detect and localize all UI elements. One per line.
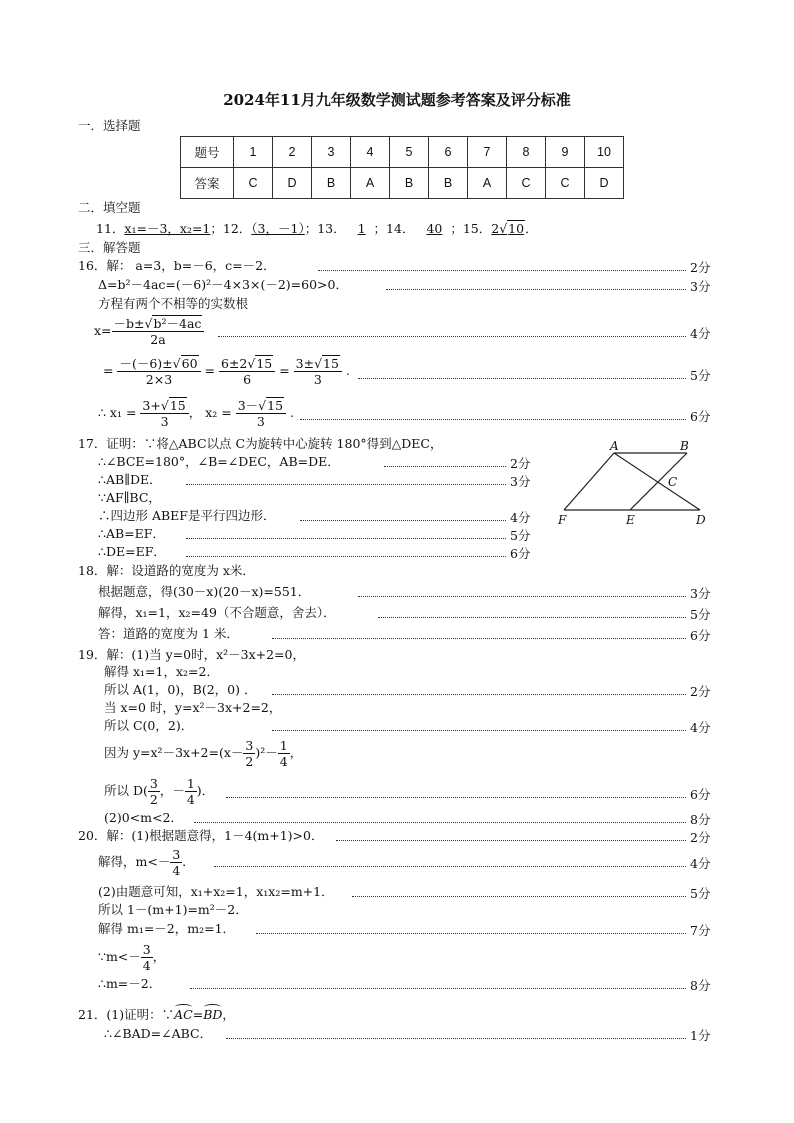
frac-radicand: 15 bbox=[267, 398, 284, 413]
score-label: 3分 bbox=[510, 474, 531, 489]
score-leader bbox=[300, 419, 686, 420]
q19-line1: 19．解：(1)当 y=0时，x²－3x+2=0， bbox=[78, 647, 305, 662]
frac-num: 1 bbox=[279, 738, 288, 753]
score-leader bbox=[318, 270, 686, 271]
score-label: 7分 bbox=[690, 923, 711, 938]
q16-line1: 16．解： a=3，b=－6，c=－2． bbox=[78, 258, 276, 273]
q18-line3: 解得，x₁=1，x₂=49（不合题意，舍去）． bbox=[98, 605, 336, 620]
score-label: 2分 bbox=[690, 684, 711, 699]
table-cell: 5 bbox=[390, 137, 429, 168]
point-label-b: B bbox=[680, 439, 689, 453]
frac-den: 2a bbox=[150, 332, 166, 347]
q20-line7: ∴m=－2． bbox=[98, 976, 162, 991]
q17-line2: ∴∠BCE=180°，∠B=∠DEC，AB=DE． bbox=[98, 454, 340, 469]
since-end: ， bbox=[152, 949, 166, 964]
score-label: 4分 bbox=[690, 720, 711, 735]
table-cell: B bbox=[429, 168, 468, 199]
score-leader bbox=[272, 638, 686, 639]
frac-radicand: 15 bbox=[256, 356, 273, 371]
eq-sign: = bbox=[103, 363, 114, 378]
frac-den: 2×3 bbox=[145, 372, 173, 387]
frac-den: 4 bbox=[186, 792, 195, 807]
q13-label: ；13． bbox=[304, 221, 346, 236]
vertex-end: )． bbox=[196, 783, 215, 798]
point-label-d: D bbox=[696, 513, 706, 527]
frac-num: 6±2 bbox=[220, 356, 248, 371]
arc-bd-label: BD bbox=[203, 1007, 223, 1022]
section-fill-heading: 二．填空题 bbox=[78, 200, 141, 215]
table-cell: C bbox=[507, 168, 546, 199]
score-label: 5分 bbox=[510, 528, 531, 543]
simplify-frac-3: $\frac{3\pm√15}{3}$ bbox=[294, 356, 342, 387]
table-cell: 4 bbox=[351, 137, 390, 168]
frac-num: 3 bbox=[245, 738, 254, 753]
since-frac bbox=[141, 942, 153, 973]
table-cell: 3 bbox=[312, 137, 351, 168]
point-label-f: F bbox=[558, 513, 567, 527]
score-leader bbox=[226, 1038, 686, 1039]
vertex-form-prefix: 因为 y=x²－3x+2=(x－ bbox=[104, 745, 244, 760]
roots-prefix: ∴ x₁ = bbox=[98, 405, 137, 420]
q19-line2: 解得 x₁=1，x₂=2． bbox=[104, 664, 219, 679]
point-label-e: E bbox=[626, 513, 635, 527]
section-solve-heading: 三．解答题 bbox=[78, 240, 141, 255]
score-leader bbox=[256, 933, 686, 934]
frac-num: 3+ bbox=[142, 398, 161, 413]
table-cell: 8 bbox=[507, 137, 546, 168]
frac-num: 3± bbox=[295, 356, 315, 371]
point-label-a: A bbox=[610, 439, 619, 453]
score-leader bbox=[386, 289, 686, 290]
score-label: 6分 bbox=[690, 628, 711, 643]
arc-ac-label: AC bbox=[174, 1007, 193, 1022]
score-label: 8分 bbox=[690, 812, 711, 827]
q16-simplify: = $\frac{-(-6)\pm√60}{2\times 3}$ = $\frac{6\pm 2√15}{6}$ = $\frac{3\pm√15}{3}$ . bbox=[103, 356, 350, 387]
score-leader bbox=[358, 378, 686, 379]
table-cell: C bbox=[546, 168, 585, 199]
q17-line7: ∴DE=EF． bbox=[98, 544, 166, 559]
frac-den: 3 bbox=[256, 414, 265, 429]
score-label: 6分 bbox=[690, 787, 711, 802]
frac-den: 3 bbox=[313, 372, 322, 387]
ineq-end: ． bbox=[182, 854, 195, 869]
vertex-frac-1 bbox=[243, 738, 255, 769]
vertex-x-frac bbox=[148, 776, 160, 807]
q21-comma: ， bbox=[222, 1007, 235, 1022]
q20-line3: (2)由题意可知，x₁+x₂=1，x₁x₂=m+1． bbox=[98, 884, 334, 899]
q20-line4: 所以 1－(m+1)=m²－2． bbox=[98, 902, 248, 917]
roots-mid: ， x₂ = bbox=[188, 405, 232, 420]
q18-line1: 18．解：设道路的宽度为 x米． bbox=[78, 563, 255, 578]
table-header-cell: 题号 bbox=[181, 137, 234, 168]
q16-line2: Δ=b²－4ac=(－6)²－4×3×(－2)=60>0． bbox=[98, 277, 348, 292]
vertex-prefix: 所以 D( bbox=[104, 783, 148, 798]
frac-den: 6 bbox=[243, 372, 252, 387]
table-cell: A bbox=[351, 168, 390, 199]
frac-den: 4 bbox=[279, 754, 288, 769]
score-label: 4分 bbox=[690, 856, 711, 871]
table-cell: C bbox=[234, 168, 273, 199]
score-leader bbox=[358, 596, 686, 597]
frac-num: 3 bbox=[149, 776, 158, 791]
segment-be bbox=[630, 453, 687, 510]
table-cell: D bbox=[585, 168, 624, 199]
arc-ac bbox=[174, 1007, 193, 1023]
q19-line3: 所以 A(1，0)，B(2，0) ． bbox=[104, 682, 257, 697]
formula-frac: $\frac{\text{－b±√b²－4ac}}{2a}$ bbox=[112, 316, 205, 347]
q20-line2 bbox=[98, 847, 195, 878]
frac-den: 4 bbox=[172, 863, 181, 878]
simplify-frac-2: $\frac{6\pm 2√15}{6}$ bbox=[219, 356, 275, 387]
vertex-frac-2 bbox=[278, 738, 290, 769]
vertex-y-frac bbox=[185, 776, 197, 807]
ineq-prefix: 解得，m<－ bbox=[98, 854, 171, 869]
root-x1: $\frac{3+√15}{3}$ bbox=[140, 398, 188, 429]
score-leader bbox=[218, 336, 686, 337]
q16-roots: ∴ x₁ = $\frac{3+√15}{3}$ ， x₂ = $\frac{3-√15}{3}$ . bbox=[98, 398, 294, 429]
q16-line3: 方程有两个不相等的实数根 bbox=[98, 296, 249, 311]
q17-line6: ∴AB=EF． bbox=[98, 526, 165, 541]
point-label-c: C bbox=[668, 475, 678, 489]
q12-answer: （3，－1） bbox=[251, 221, 305, 236]
table-row bbox=[181, 168, 624, 199]
frac-den: 4 bbox=[142, 958, 151, 973]
q20-line5: 解得 m₁=－2，m₂=1． bbox=[98, 921, 236, 936]
score-leader bbox=[384, 466, 506, 467]
score-leader bbox=[214, 866, 686, 867]
q20-line6 bbox=[98, 942, 165, 973]
q11-answer: x₁=－3，x₂=1 bbox=[124, 221, 211, 236]
q12-label: ；12． bbox=[210, 221, 252, 236]
q14-answer: 40 bbox=[426, 221, 443, 236]
table-cell: 9 bbox=[546, 137, 585, 168]
score-leader bbox=[272, 694, 686, 695]
parallelogram-figure bbox=[552, 438, 722, 530]
q17-line1: 17．证明：∵将△ABC以点 C为旋转中心旋转 180°得到△DEC， bbox=[78, 436, 443, 451]
score-leader bbox=[194, 822, 686, 823]
arc-equals: = bbox=[192, 1007, 204, 1022]
segment-af bbox=[564, 453, 614, 510]
score-label: 2分 bbox=[690, 260, 711, 275]
ineq-frac bbox=[170, 847, 182, 878]
vertex-form-mid: )²－ bbox=[255, 745, 278, 760]
root-x2: $\frac{3-√15}{3}$ bbox=[236, 398, 286, 429]
score-label: 5分 bbox=[690, 368, 711, 383]
q21-line1 bbox=[78, 1007, 235, 1023]
table-cell: 10 bbox=[585, 137, 624, 168]
score-label: 1分 bbox=[690, 1028, 711, 1043]
table-cell: B bbox=[390, 168, 429, 199]
score-leader bbox=[190, 988, 686, 989]
q16-formula bbox=[94, 316, 204, 347]
frac-num: 3－ bbox=[237, 398, 259, 413]
formula-x: x= bbox=[94, 323, 112, 338]
table-row bbox=[181, 137, 624, 168]
fill-answers-line bbox=[96, 221, 538, 237]
table-cell: B bbox=[312, 168, 351, 199]
simplify-frac-1: $\frac{-(-6)\pm√60}{2\times 3}$ bbox=[117, 356, 200, 387]
score-label: 2分 bbox=[690, 830, 711, 845]
table-cell: 7 bbox=[468, 137, 507, 168]
score-leader bbox=[300, 520, 506, 521]
q19-line8: (2)0<m<2． bbox=[104, 810, 183, 825]
frac-radicand: 15 bbox=[323, 356, 339, 371]
q11-label: 11． bbox=[96, 221, 125, 236]
segment-ad bbox=[614, 453, 700, 510]
table-cell: D bbox=[273, 168, 312, 199]
score-leader bbox=[186, 484, 506, 485]
frac-num: 3 bbox=[172, 847, 181, 862]
frac-num: －b± bbox=[113, 316, 145, 331]
score-label: 5分 bbox=[690, 886, 711, 901]
page-title: 2024年11月九年级数学测试题参考答案及评分标准 bbox=[223, 91, 571, 109]
score-label: 4分 bbox=[510, 510, 531, 525]
answer-table bbox=[180, 136, 624, 199]
q19-line5: 所以 C(0，2)． bbox=[104, 718, 194, 733]
q18-line2: 根据题意，得(30－x)(20－x)=551． bbox=[98, 584, 311, 599]
score-leader bbox=[336, 840, 686, 841]
q15-radicand: 10 bbox=[508, 221, 525, 236]
frac-radicand: 15 bbox=[169, 398, 186, 413]
score-leader bbox=[226, 797, 686, 798]
score-leader bbox=[186, 538, 506, 539]
vertex-mid: ，－ bbox=[159, 783, 185, 798]
section-choice-heading: 一．选择题 bbox=[78, 118, 141, 133]
score-label: 8分 bbox=[690, 978, 711, 993]
score-label: 3分 bbox=[690, 279, 711, 294]
table-header-cell: 答案 bbox=[181, 168, 234, 199]
q13-answer: 1 bbox=[357, 221, 366, 236]
table-cell: 2 bbox=[273, 137, 312, 168]
q19-line7 bbox=[104, 776, 214, 807]
q15-label: ；15． bbox=[450, 221, 492, 236]
q18-line4: 答：道路的宽度为 1 米． bbox=[98, 626, 239, 641]
frac-den: 3 bbox=[160, 414, 169, 429]
score-label: 6分 bbox=[510, 546, 531, 561]
score-label: 6分 bbox=[690, 409, 711, 424]
score-label: 3分 bbox=[690, 586, 711, 601]
score-label: 4分 bbox=[690, 326, 711, 341]
frac-radicand: 60 bbox=[181, 356, 198, 371]
frac-num: 3 bbox=[142, 942, 151, 957]
q14-label: ；14． bbox=[373, 221, 415, 236]
table-cell: A bbox=[468, 168, 507, 199]
table-cell: 6 bbox=[429, 137, 468, 168]
q15-answer: 2√10 bbox=[491, 221, 525, 236]
vertex-form-end: ， bbox=[289, 745, 303, 760]
score-leader bbox=[378, 617, 686, 618]
q21-line2: ∴∠BAD=∠ABC． bbox=[104, 1026, 213, 1041]
score-leader bbox=[272, 730, 686, 731]
since-prefix: ∵m<－ bbox=[98, 949, 141, 964]
frac-den: 2 bbox=[149, 792, 158, 807]
score-label: 5分 bbox=[690, 607, 711, 622]
score-leader bbox=[352, 896, 686, 897]
score-leader bbox=[186, 556, 506, 557]
frac-radicand: b²－4ac bbox=[153, 316, 202, 331]
q20-line1: 20．解：(1)根据题意得，1－4(m+1)>0． bbox=[78, 828, 324, 843]
q17-line5: ∴四边形 ABEF是平行四边形． bbox=[98, 508, 276, 523]
table-cell: 1 bbox=[234, 137, 273, 168]
arc-bd bbox=[203, 1007, 222, 1023]
q17-line3: ∴AB∥DE． bbox=[98, 472, 162, 487]
score-label: 2分 bbox=[510, 456, 531, 471]
frac-num: －(－6)± bbox=[119, 356, 173, 371]
q19-line6 bbox=[104, 738, 302, 769]
q15-end: ． bbox=[525, 221, 538, 236]
frac-num: 1 bbox=[186, 776, 195, 791]
q15-coef: 2 bbox=[491, 221, 500, 236]
q19-line4: 当 x=0 时，y=x²－3x+2=2， bbox=[104, 700, 282, 715]
frac-den: 2 bbox=[245, 754, 254, 769]
q17-line4: ∵AF∥BC， bbox=[98, 490, 161, 505]
q21-prefix: 21．(1)证明：∵ bbox=[78, 1007, 175, 1022]
